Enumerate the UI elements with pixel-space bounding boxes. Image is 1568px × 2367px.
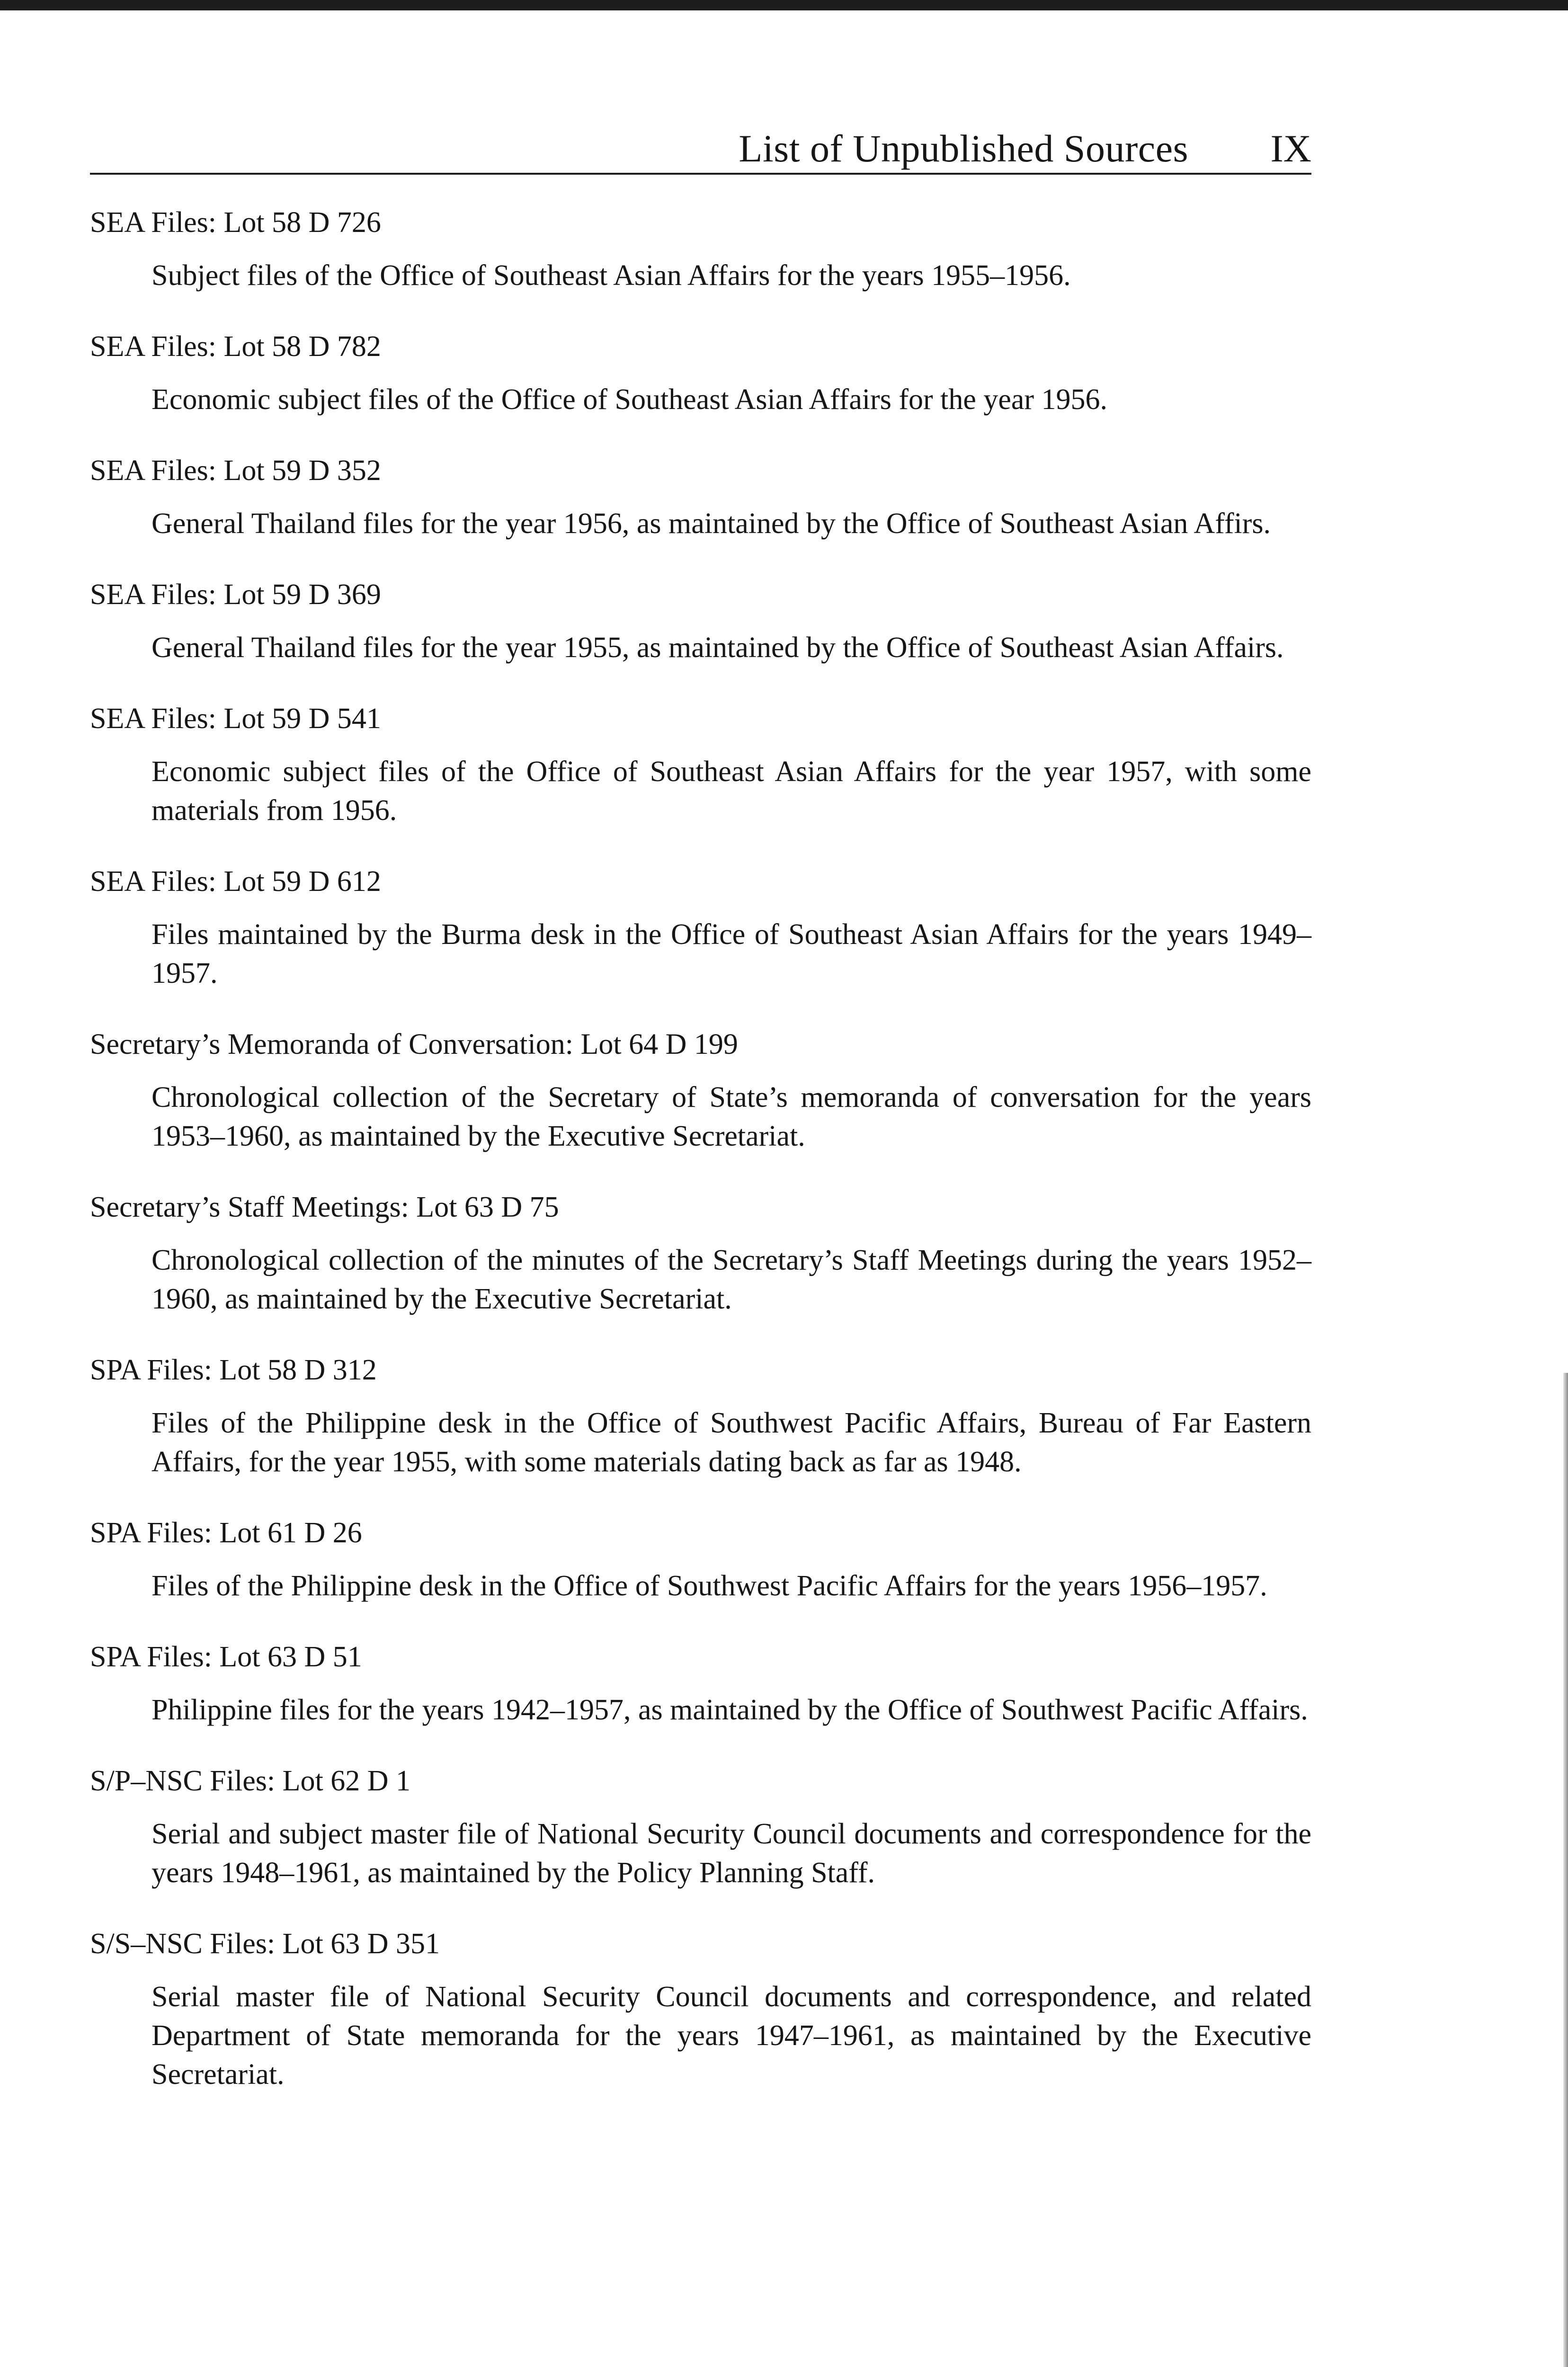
entry-heading: SPA Files: Lot 63 D 51 <box>90 1641 362 1673</box>
source-entry <box>90 1513 1311 1605</box>
entry-description: General Thailand files for the year 1956, as maintained by the Office of Southeast Asian Affirs. <box>151 507 1271 540</box>
entry-heading: SEA Files: Lot 59 D 541 <box>90 703 381 735</box>
entry-description: Chronological collection of the Secretary of State’s memoranda of conversation for the years 1953–1960, as maintained by the Executive Secretariat. <box>151 1081 1311 1152</box>
entry-description: Files of the Philippine desk in the Office of Southwest Pacific Affairs, Bureau of Far Eastern Affairs, for the year 1955, with some materials dating back as far as 1948. <box>151 1407 1311 1478</box>
scan-right-edge <box>1563 1373 1568 2367</box>
entry-heading: S/P–NSC Files: Lot 62 D 1 <box>90 1765 410 1797</box>
entry-heading: SEA Files: Lot 58 D 782 <box>90 330 381 363</box>
scan-top-edge <box>0 0 1568 10</box>
source-entry <box>90 862 1311 993</box>
running-title: List of Unpublished Sources <box>739 127 1188 170</box>
source-entry <box>90 327 1311 419</box>
source-entry <box>90 203 1311 295</box>
source-entry <box>90 575 1311 667</box>
entry-heading: Secretary’s Memoranda of Conversation: Lot 64 D 199 <box>90 1028 738 1060</box>
entry-description: Philippine files for the years 1942–1957, as maintained by the Office of Southwest Pacific Affairs. <box>151 1694 1308 1726</box>
entry-description: Subject files of the Office of Southeast Asian Affairs for the years 1955–1956. <box>151 259 1071 292</box>
entry-description: Serial and subject master file of National Security Council documents and correspondence for the years 1948–1961, as maintained by the Policy Planning Staff. <box>151 1818 1311 1889</box>
entry-description: Economic subject files of the Office of Southeast Asian Affairs for the year 1956. <box>151 383 1108 416</box>
source-entry <box>90 699 1311 830</box>
entry-heading: SEA Files: Lot 59 D 369 <box>90 578 381 611</box>
entry-heading: SEA Files: Lot 58 D 726 <box>90 206 381 239</box>
source-entry <box>90 451 1311 543</box>
source-entry <box>90 1924 1311 2094</box>
entry-description: General Thailand files for the year 1955, as maintained by the Office of Southeast Asian Affairs. <box>151 632 1284 664</box>
entry-heading: SPA Files: Lot 58 D 312 <box>90 1354 377 1386</box>
entry-heading: S/S–NSC Files: Lot 63 D 351 <box>90 1928 440 1960</box>
entry-heading: SPA Files: Lot 61 D 26 <box>90 1517 362 1549</box>
source-list <box>90 203 1311 2094</box>
entry-heading: SEA Files: Lot 59 D 352 <box>90 454 381 487</box>
entry-description: Economic subject files of the Office of Southeast Asian Affairs for the year 1957, with some materials from 1956. <box>151 756 1311 827</box>
source-entry <box>90 1762 1311 1892</box>
source-entry <box>90 1637 1311 1729</box>
page-number: IX <box>1270 127 1311 170</box>
entry-description: Files of the Philippine desk in the Office of Southwest Pacific Affairs for the years 1956–1957. <box>151 1570 1267 1602</box>
entry-description: Files maintained by the Burma desk in the Office of Southeast Asian Affairs for the years 1949–1957. <box>151 918 1311 989</box>
entry-heading: SEA Files: Lot 59 D 612 <box>90 865 381 898</box>
source-entry <box>90 1025 1311 1156</box>
source-entry <box>90 1351 1311 1481</box>
document-page <box>90 121 1311 2126</box>
source-entry <box>90 1188 1311 1318</box>
entry-description: Serial master file of National Security Council documents and correspondence, and related Department of State memoranda for the years 1947–1961, as maintained by the Executive Secretariat. <box>151 1981 1311 2091</box>
entry-heading: Secretary’s Staff Meetings: Lot 63 D 75 <box>90 1191 559 1223</box>
entry-description: Chronological collection of the minutes of the Secretary’s Staff Meetings during the years 1952–1960, as maintained by the Executive Secretariat. <box>151 1244 1311 1315</box>
running-header <box>90 121 1311 175</box>
